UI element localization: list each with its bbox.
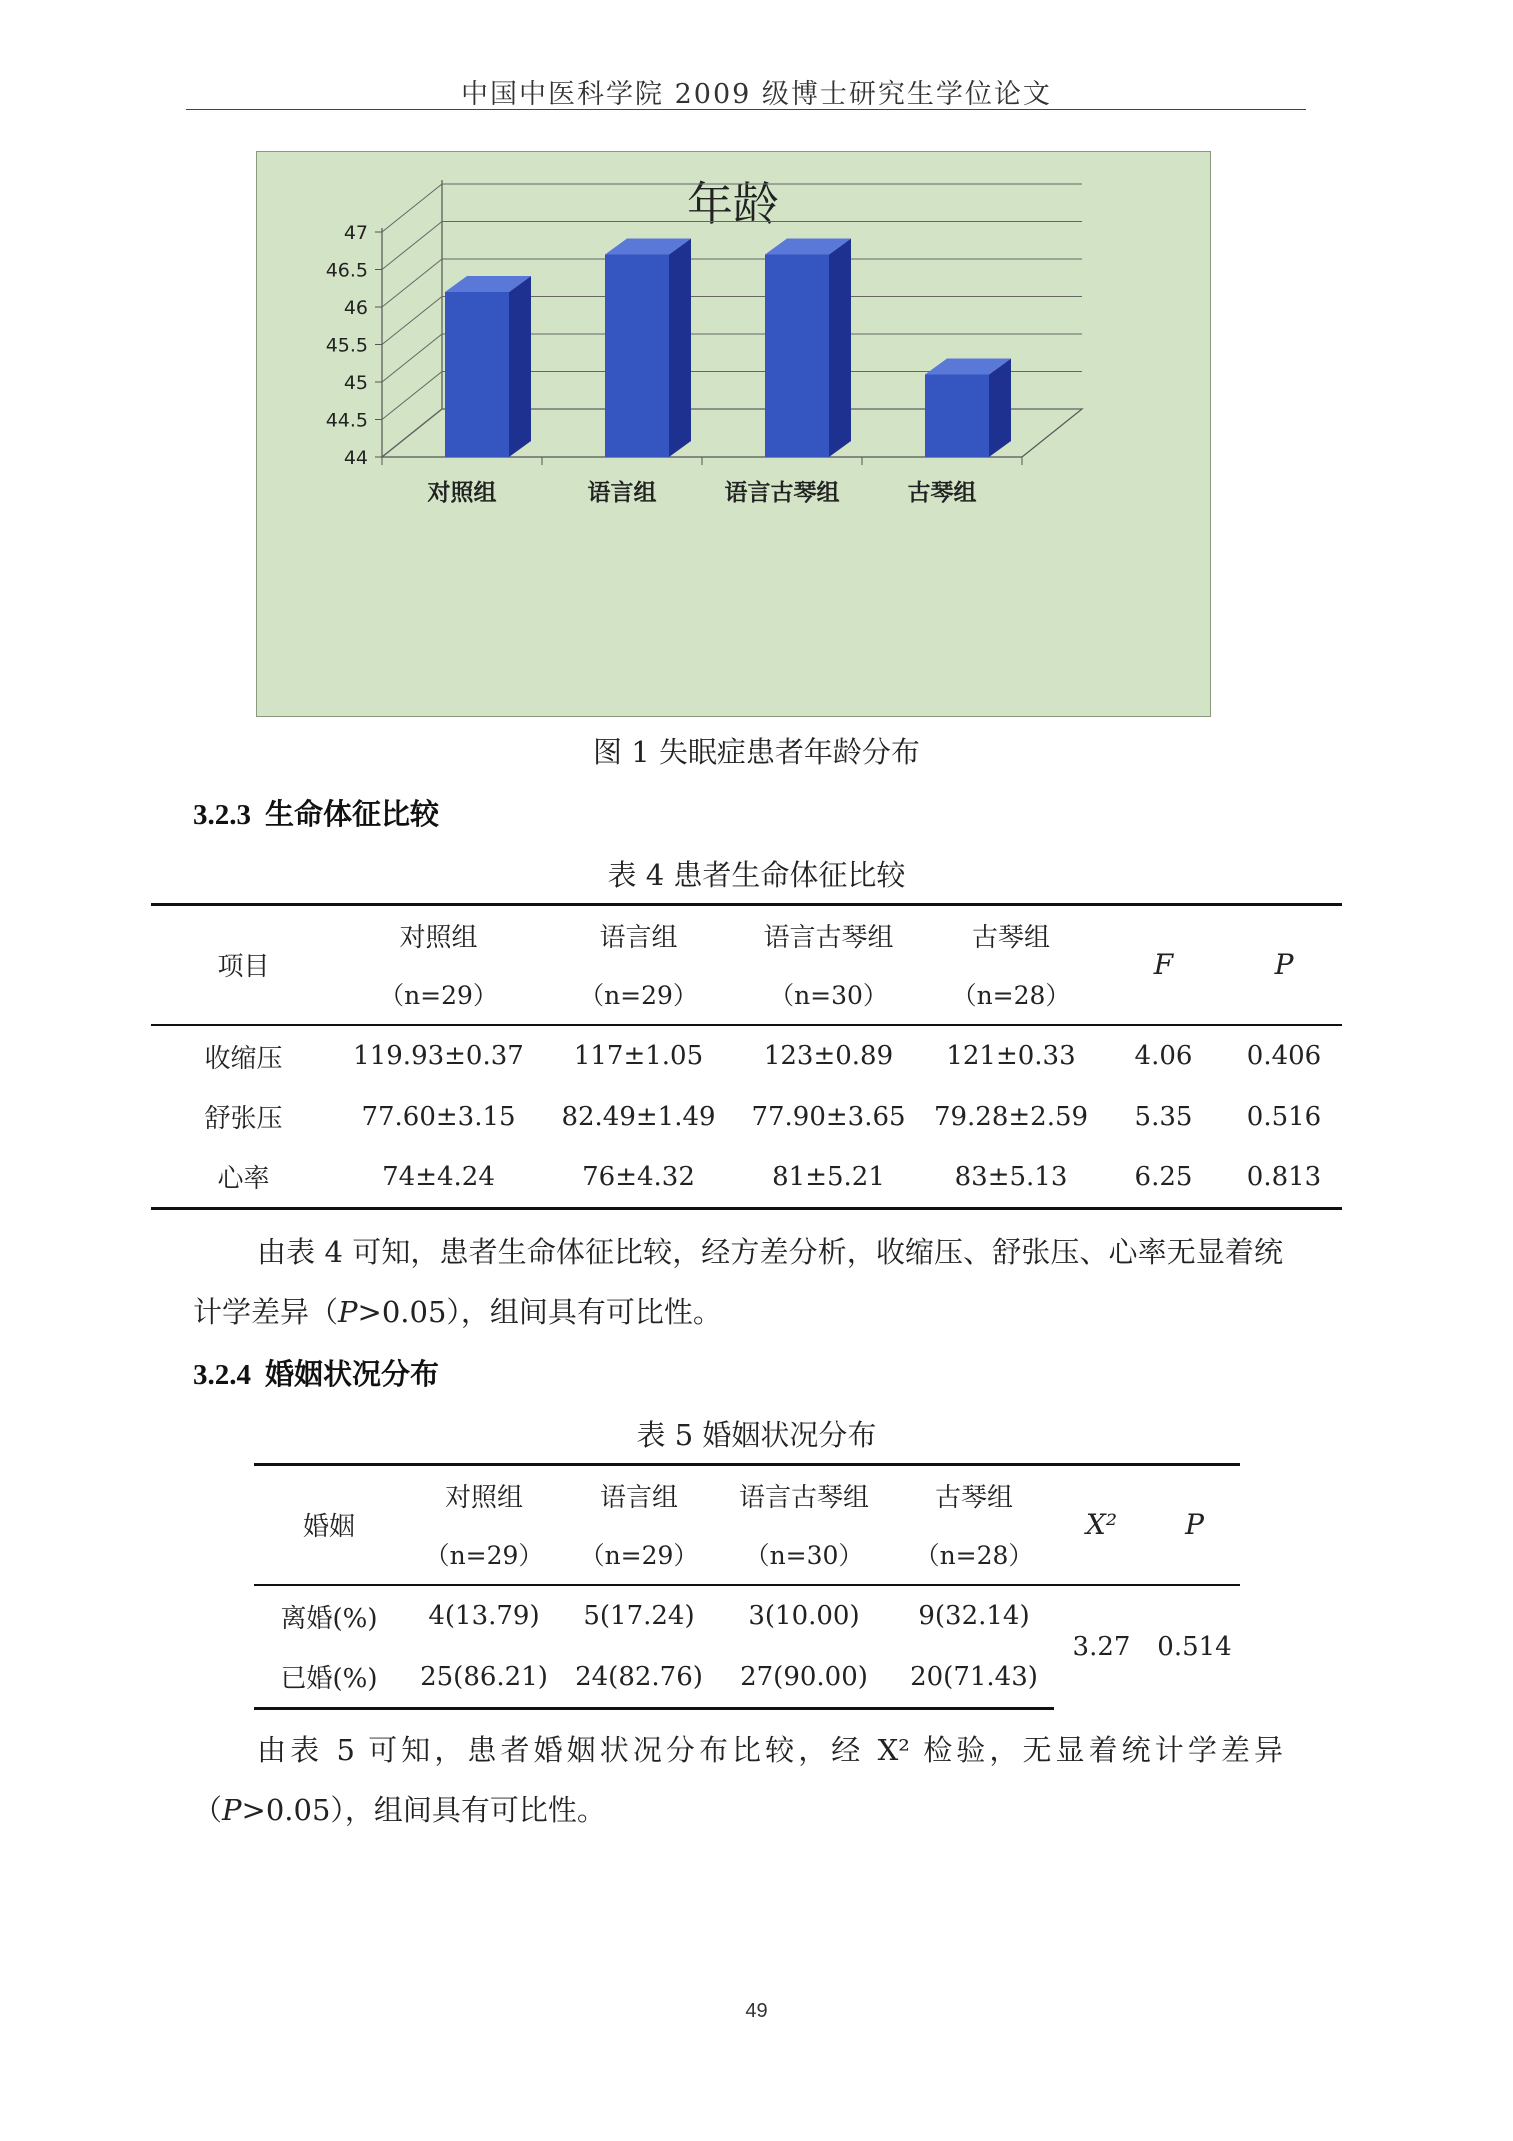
section-title: 生命体征比较 (265, 797, 440, 831)
chart-bar-side (989, 359, 1011, 458)
section-title: 婚姻状况分布 (265, 1357, 440, 1391)
chart-y-tick-label: 44.5 (325, 409, 368, 432)
table-cell: 76±4.32 (541, 1147, 736, 1209)
page-number: 49 (745, 2000, 768, 2022)
table-4-header-n: （n=29） (379, 981, 498, 1010)
table-5-marital-status (254, 1463, 1240, 1710)
table-cell: 4.06 (1101, 1025, 1226, 1087)
paragraph-text: >0.05），组间具有可比性。 (357, 1295, 722, 1329)
chart-x-tick-label: 对照组 (427, 480, 497, 506)
chart-y-tick-label: 46.5 (325, 259, 368, 282)
chart-bar-side (669, 239, 691, 458)
table-4-vital-signs (151, 903, 1342, 1210)
table-cell: 82.49±1.49 (561, 1101, 716, 1132)
table-5-header-group: 语言古琴组 (714, 1465, 894, 1525)
table-4-header-group: 语言古琴组 (736, 905, 921, 965)
section-number: 3.2.4 (193, 1359, 251, 1391)
table-cell: 79.28±2.59 (933, 1101, 1089, 1132)
table-row (151, 1147, 1342, 1209)
chart-y-tick-label: 46 (343, 297, 368, 319)
row-label: 收缩压 (151, 1025, 336, 1087)
table-4-header-n: （n=28） (951, 981, 1071, 1010)
chart-bar (445, 292, 509, 457)
table-cell: 24(82.76) (564, 1647, 714, 1709)
table-cell: 3(10.00) (714, 1585, 894, 1647)
chart-bar-side (829, 239, 851, 458)
chart-title: 年龄 (687, 177, 779, 231)
table-cell: 119.93±0.37 (336, 1025, 541, 1087)
table-row (254, 1585, 1240, 1647)
table-cell: 74±4.24 (336, 1147, 541, 1209)
table-5-header-n: （n=28） (914, 1541, 1034, 1570)
paragraph-text: 由表 5 可知，患者婚姻状况分布比较，经 X² 检验，无显着统计学差异（ (193, 1733, 1283, 1827)
table-5-header-x2: X² (1054, 1465, 1149, 1585)
chart-bar-side (509, 276, 531, 457)
table-4-header-item: 项目 (151, 905, 336, 1025)
table-5-header-n: （n=30） (744, 1541, 864, 1570)
table-cell-p: 0.514 (1149, 1585, 1240, 1709)
chart-y-tick-label: 45.5 (325, 334, 368, 357)
table-cell: 81±5.21 (736, 1147, 921, 1209)
table-row (151, 1025, 1342, 1087)
paragraph-table-4-summary (193, 1222, 1283, 1342)
chart-bar (605, 255, 669, 458)
p-symbol: P (222, 1793, 242, 1827)
running-header: 中国中医科学院 2009 级博士研究生学位论文 (461, 79, 1052, 110)
chart-x-tick-label: 古琴组 (907, 480, 977, 506)
table-4-caption: 表 4 患者生命体征比较 (607, 858, 906, 892)
table-cell: 0.406 (1226, 1025, 1342, 1087)
chart-y-tick-label: 45 (343, 372, 368, 394)
table-row (151, 1087, 1342, 1147)
header-rule (186, 109, 1306, 110)
section-3-2-4-heading (193, 1352, 439, 1393)
table-4-header-n: （n=30） (769, 981, 888, 1010)
table-4-header-group: 语言组 (541, 905, 736, 965)
table-cell: 121±0.33 (921, 1025, 1101, 1087)
age-chart-svg (257, 152, 1210, 716)
chart-y-tick-label: 44 (343, 447, 368, 469)
table-4-header-group: 古琴组 (921, 905, 1101, 965)
table-5-header-group: 对照组 (404, 1465, 564, 1525)
table-4-header-p: P (1226, 905, 1342, 1025)
table-cell: 20(71.43) (894, 1647, 1054, 1709)
chart-bar (765, 255, 829, 458)
p-symbol: P (338, 1295, 358, 1329)
row-label: 舒张压 (204, 1104, 283, 1134)
chart-bar (925, 375, 989, 458)
chart-y-tick-label: 47 (343, 222, 368, 244)
section-number: 3.2.3 (193, 799, 251, 831)
table-5-caption: 表 5 婚姻状况分布 (636, 1418, 877, 1452)
table-cell: 123±0.89 (736, 1025, 921, 1087)
table-cell: 77.60±3.15 (361, 1101, 516, 1132)
row-label: 心率 (151, 1147, 336, 1209)
paragraph-text: 由表 4 可知，患者生命体征比较，经方差分析，收缩压、舒张压、心率无显着统计学差异（ (193, 1235, 1283, 1329)
section-3-2-3-heading (193, 792, 439, 833)
table-5-header-p: P (1149, 1465, 1240, 1585)
table-5-header-item: 婚姻 (254, 1465, 404, 1585)
table-cell: 9(32.14) (894, 1585, 1054, 1647)
row-label: 已婚(%) (254, 1647, 404, 1709)
figure-1-caption: 图 1 失眠症患者年龄分布 (593, 735, 920, 769)
table-cell: 4(13.79) (404, 1585, 564, 1647)
paragraph-text: >0.05），组间具有可比性。 (241, 1793, 606, 1827)
table-cell: 25(86.21) (404, 1647, 564, 1709)
table-cell: 77.90±3.65 (751, 1101, 906, 1132)
table-cell: 117±1.05 (541, 1025, 736, 1087)
chart-x-tick-label: 语言组 (587, 480, 657, 506)
table-cell: 27(90.00) (714, 1647, 894, 1709)
table-5-header-n: （n=29） (424, 1541, 544, 1570)
table-5-header-n: （n=29） (579, 1541, 699, 1570)
chart-x-tick-label: 语言古琴组 (724, 480, 840, 506)
table-5-header-group: 语言组 (564, 1465, 714, 1525)
table-cell: 5.35 (1134, 1101, 1193, 1132)
table-cell: 0.813 (1226, 1147, 1342, 1209)
table-cell: 5(17.24) (564, 1585, 714, 1647)
table-cell-x2: 3.27 (1054, 1585, 1149, 1709)
table-cell: 83±5.13 (921, 1147, 1101, 1209)
table-5-header-group: 古琴组 (894, 1465, 1054, 1525)
row-label: 离婚(%) (254, 1585, 404, 1647)
table-cell: 6.25 (1101, 1147, 1226, 1209)
table-cell: 0.516 (1246, 1101, 1322, 1132)
paragraph-table-5-summary (193, 1720, 1283, 1840)
table-4-header-n: （n=29） (579, 981, 698, 1010)
table-4-header-group: 对照组 (336, 905, 541, 965)
age-chart (256, 151, 1211, 717)
table-4-header-f: F (1101, 905, 1226, 1025)
